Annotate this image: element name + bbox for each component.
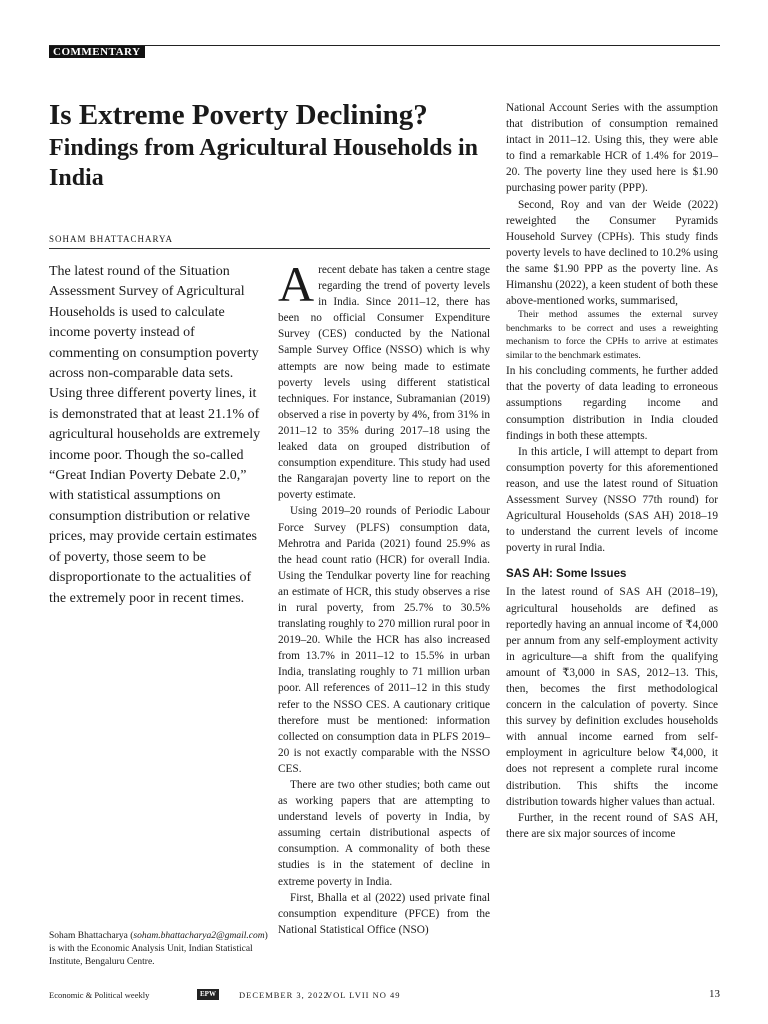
paragraph: National Account Series with the assumption that distribution of consumption remained intact in 2011–12. Using this, they were able to find a remarkable HCR of 1.4% for 2019–20. The poverty line they used here is $1.90 purchasing power parity (PPP). xyxy=(506,102,718,195)
paragraph-text: recent debate has taken a centre stage regarding the trend of poverty levels in India. Since 2011–12, there has been no official Consumer Expenditure Survey (CES) conducted by the National Sample Survey Office (NSSO) which is why attempts are now being made to estimate poverty levels using different statistical techniques. For instance, Subramanian (2019) observed a rise in poverty by 4%, from 31% in 2011–12 to 35% during 2017–18 using the leaked data on grouped distribution of consumption expenditure. This study had used the Rangarajan poverty line to report on the poverty estimate. xyxy=(278,264,490,502)
block-quote: Their method assumes the external survey benchmarks to be correct and uses a reweighting mechanism to force the CPHs to arrive at estimates similar to the benchmark estimates. xyxy=(506,310,718,361)
paragraph: In this article, I will attempt to depart from consumption poverty for this aforementioned reason, and use the latest round of Situation Assessment Survey (NSSO 77th round) for Agricultural Households (SAS AH) 2018–19 to understand the current levels of income poverty in rural India. xyxy=(506,445,718,555)
paragraph xyxy=(278,256,490,503)
section-header xyxy=(49,45,720,60)
paragraph: There are two other studies; both came out as working papers that are attempting to understand levels of poverty in India, by assuming certain distributional aspects of consumption. A commonality of both these studies is in the statement of decline in extreme poverty in India. xyxy=(278,779,490,888)
article-subtitle: Findings from Agricultural Households in India xyxy=(49,135,478,191)
body-column-2 xyxy=(278,256,490,938)
author-affiliation xyxy=(49,930,274,969)
page-number: 13 xyxy=(709,988,720,1000)
paragraph: In his concluding comments, he further added that the poverty of data leading to erroneous assumptions regarding income and consumption distribution in India clouded findings in both these attempts. xyxy=(506,365,718,442)
page-footer xyxy=(49,988,720,1004)
paragraph: Using 2019–20 rounds of Periodic Labour Force Survey (PLFS) consumption data, Mehrotra and Parida (2021) found 25.9% as the head count ratio (HCR) for overall India. Using the Tendulkar poverty line for reaching an estimate of HCR, this study observes a rise in rural poverty, from 25.7% to 30.5% translating roughly to 270 million rural poor in 2019–20. While the HCR has also increased from 13.7% in 2011–12 to 15.5% in urban India, translating roughly to 71 million urban poor. All references of 2011–12 in this study refer to the NSSO CES. A cautionary critique therefore must be mentioned: information collected on consumption data in PLFS 2019–20 is not exactly comparable with the NSSO CES. xyxy=(278,505,490,775)
affiliation-name: Soham Bhattacharya ( xyxy=(49,931,134,941)
paragraph: Further, in the recent round of SAS AH, there are six major sources of income xyxy=(506,811,718,840)
paragraph: First, Bhalla et al (2022) used private final consumption expenditure (PFCE) from the National Statistical Office (NSO) xyxy=(278,891,490,936)
paragraph: Second, Roy and van der Weide (2022) reweighted the Consumer Pyramids Household Survey (CPHs). This study finds poverty levels to have declined to 10.2% using the same $1.90 PPP as the poverty line. As Himanshu (2022), a keen student of both these above-mentioned works, summarised, xyxy=(506,198,718,308)
paragraph: In the latest round of SAS AH (2018–19), agricultural households are defined as reportedly having an annual income of ₹4,000 per annum from any self-employment activity in agriculture—a shift from the qualifying amount of ₹3,000 in SAS, 2012–13. This, then, becomes the first methodological concern in the calculation of poverty. Since this survey by definition excludes households with annual income earned from self-employment in agriculture below ₹4,000, it does not represent a complete rural income distribution. This shifts the income distribution towards higher values than actual. xyxy=(506,586,718,808)
abstract: The latest round of the Situation Assessment Survey of Agricultural Households is used to calculate income poverty instead of commenting on consumption poverty across non-comparable data sets. Using three different poverty lines, it is demonstrated that at least 21.1% of agricultural households are extremely income poor. Though the so-called “Great Indian Poverty Debate 2.0,” with statistical assumptions on consumption distribution or relative prices, may provide certain estimates of poverty, those seem to be disproportionate to the actualities of the extremely poor in recent times. xyxy=(49,264,261,606)
affiliation-rest: ) is with the Economic Analysis Unit, Indian Statistical Institute, Bengaluru Centre. xyxy=(49,931,268,967)
body-column-3 xyxy=(506,100,718,842)
author-email[interactable]: soham.bhattacharya2@gmail.com xyxy=(133,931,265,941)
author-byline: SOHAM BHATTACHARYA xyxy=(49,234,490,249)
article-title: Is Extreme Poverty Declining? xyxy=(49,99,428,131)
section-label: COMMENTARY xyxy=(49,46,145,58)
drop-cap: A xyxy=(278,256,315,312)
journal-name: Economic & Political weekly xyxy=(49,990,150,1000)
volume-number: VOL LVII NO 49 xyxy=(326,990,401,1000)
issue-date: DECEMBER 3, 2022 xyxy=(239,990,329,1000)
section-subheading: SAS AH: Some Issues xyxy=(506,568,627,581)
epw-logo: EPW xyxy=(197,989,219,1000)
